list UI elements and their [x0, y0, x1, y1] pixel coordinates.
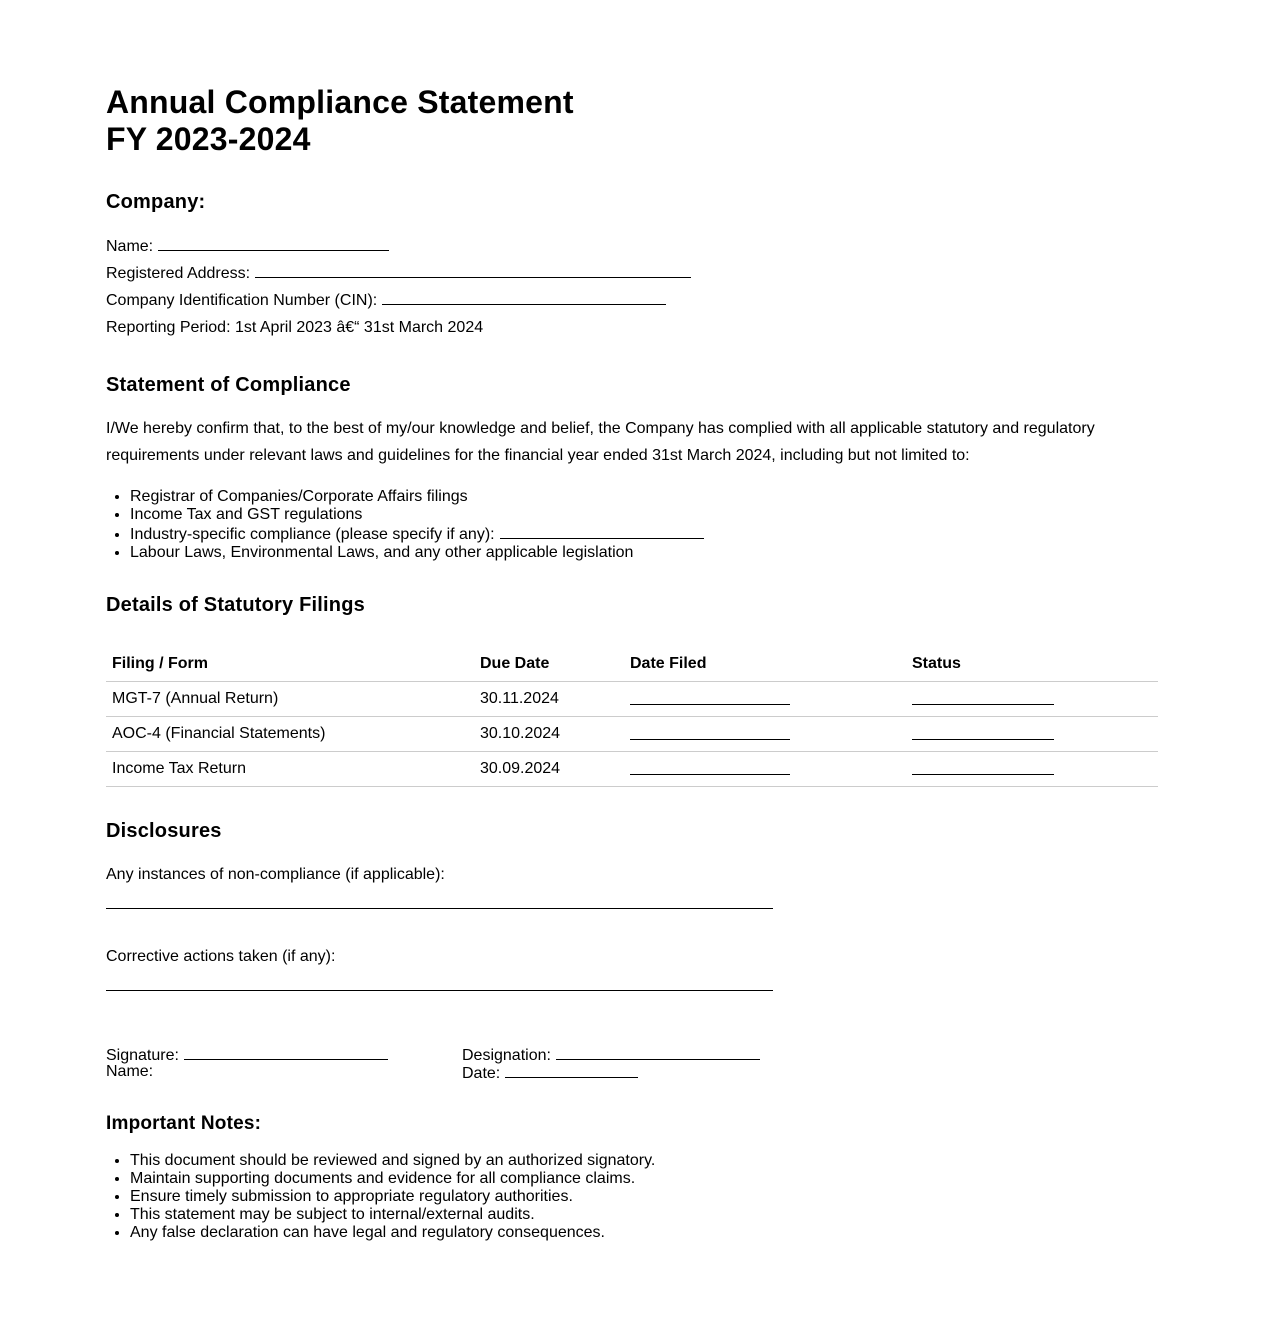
company-name-field[interactable]: [158, 236, 389, 251]
filings-heading: Details of Statutory Filings: [106, 594, 365, 616]
filing-due-date: 30.10.2024: [474, 717, 624, 752]
filings-table: [106, 646, 1158, 787]
company-heading: Company:: [106, 191, 206, 213]
date-field[interactable]: [505, 1063, 638, 1078]
signature-field[interactable]: [184, 1045, 388, 1060]
designation-row: [462, 1045, 760, 1065]
company-address-label: Registered Address:: [106, 265, 251, 282]
filing-due-date: 30.09.2024: [474, 752, 624, 787]
filing-form: Income Tax Return: [106, 752, 474, 787]
document-title: [106, 84, 574, 158]
status-field[interactable]: [912, 758, 1054, 775]
compliance-list: [106, 488, 704, 562]
compliance-item: • Labour Laws, Environmental Laws, and any other applicable legislation: [130, 544, 704, 562]
compliance-item: • Income Tax and GST regulations: [130, 506, 704, 524]
column-header-due-date: Due Date: [474, 646, 624, 682]
industry-compliance-field[interactable]: [500, 524, 704, 539]
status-field[interactable]: [912, 688, 1054, 705]
column-header-date-filed: Date Filed: [624, 646, 906, 682]
corrective-label: Corrective actions taken (if any):: [106, 948, 336, 965]
company-cin-label: Company Identification Number (CIN):: [106, 292, 378, 309]
note-item: • Any false declaration can have legal and regulatory consequences.: [130, 1224, 655, 1242]
disclosures-heading: Disclosures: [106, 820, 222, 842]
compliance-heading: Statement of Compliance: [106, 374, 351, 396]
company-address-field[interactable]: [255, 263, 691, 278]
column-header-status: Status: [906, 646, 1158, 682]
signatory-name-label: Name:: [106, 1063, 154, 1080]
notes-heading: Important Notes:: [106, 1113, 262, 1134]
table-row: [106, 717, 1158, 752]
company-cin-field[interactable]: [382, 290, 666, 305]
reporting-period: Reporting Period: 1st April 2023 â€“ 31st March 2024: [106, 319, 484, 336]
column-header-form: Filing / Form: [106, 646, 474, 682]
corrective-field[interactable]: [106, 990, 773, 991]
designation-label: Designation:: [462, 1047, 551, 1064]
signature-label: Signature:: [106, 1047, 179, 1064]
designation-field[interactable]: [556, 1045, 760, 1060]
date-filed-field[interactable]: [630, 758, 790, 775]
note-item: • This document should be reviewed and signed by an authorized signatory.: [130, 1152, 655, 1170]
date-label: Date:: [462, 1065, 501, 1082]
filing-form: AOC-4 (Financial Statements): [106, 717, 474, 752]
table-header-row: [106, 646, 1158, 682]
note-item: • Ensure timely submission to appropriate regulatory authorities.: [130, 1188, 655, 1206]
status-field[interactable]: [912, 723, 1054, 740]
company-cin-row: [106, 290, 666, 311]
note-item: • This statement may be subject to internal/external audits.: [130, 1206, 655, 1224]
noncompliance-field[interactable]: [106, 908, 773, 909]
compliance-item-label: Industry-specific compliance (please specify if any):: [130, 526, 495, 543]
company-name-row: [106, 236, 389, 257]
date-row: [462, 1063, 638, 1083]
signature-row: [106, 1045, 388, 1065]
company-name-label: Name:: [106, 238, 154, 255]
table-row: [106, 752, 1158, 787]
compliance-item: [130, 524, 704, 544]
filing-due-date: 30.11.2024: [474, 682, 624, 717]
table-row: [106, 682, 1158, 717]
compliance-paragraph: I/We hereby confirm that, to the best of my/our knowledge and belief, the Company has complied with all applicable statutory and regulatory requirements under relevant laws and guidelines for the financial year ended 31st March 2024, including but not limited to:: [106, 420, 1095, 464]
date-filed-field[interactable]: [630, 723, 790, 740]
note-item: • Maintain supporting documents and evidence for all compliance claims.: [130, 1170, 655, 1188]
noncompliance-label: Any instances of non-compliance (if applicable):: [106, 866, 445, 883]
title-line-2: FY 2023-2024: [106, 121, 311, 157]
compliance-item: • Registrar of Companies/Corporate Affairs filings: [130, 488, 704, 506]
notes-list: [106, 1152, 655, 1242]
title-line-1: Annual Compliance Statement: [106, 84, 574, 120]
filing-form: MGT-7 (Annual Return): [106, 682, 474, 717]
company-address-row: [106, 263, 691, 284]
date-filed-field[interactable]: [630, 688, 790, 705]
